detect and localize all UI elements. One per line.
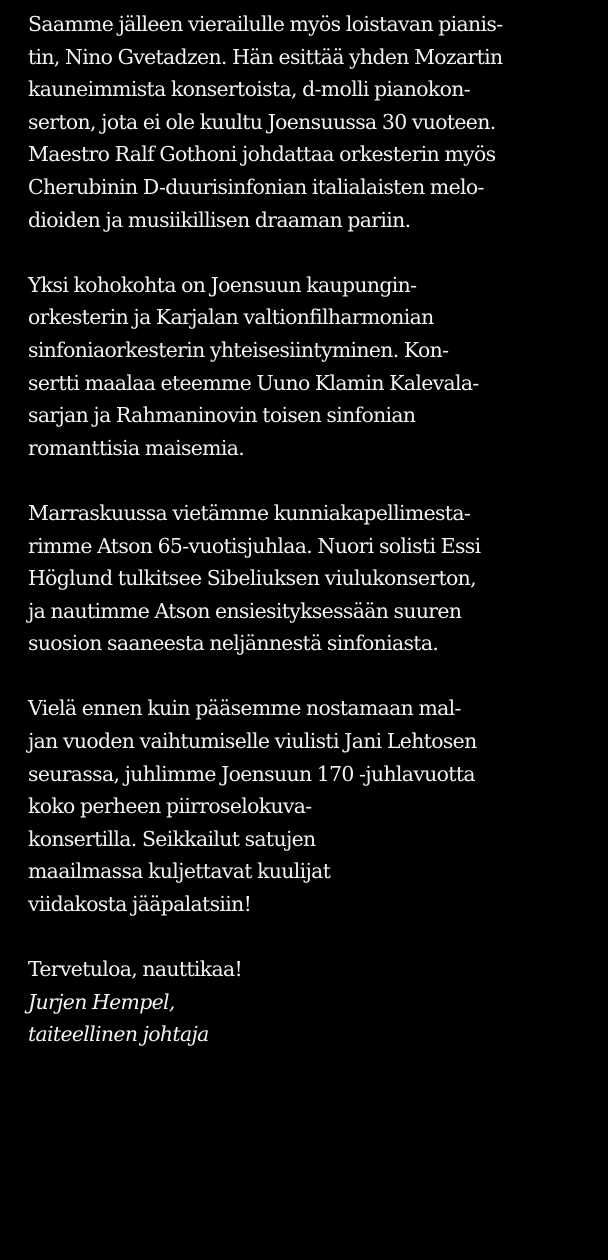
text-line: kauneimmista konsertoista, d-molli pianokon- <box>28 77 470 102</box>
closing-greeting: Tervetuloa, nauttikaa! <box>28 957 243 982</box>
paragraph-soloist <box>28 8 588 236</box>
text-line: jan vuoden vaihtumiselle viulisti Jani Lehtosen <box>28 729 477 754</box>
text-line: sarjan ja Rahmaninovin toisen sinfonian <box>28 403 416 428</box>
text-line: maailmassa kuljettavat kuulijat <box>28 859 331 884</box>
paragraph-joint-concert <box>28 269 588 465</box>
signature-block <box>28 953 588 1051</box>
paragraph-anniversary <box>28 497 588 660</box>
text-line: sinfoniaorkesterin yhteisesiintyminen. Kon- <box>28 337 449 362</box>
text-line: romanttisia maisemia. <box>28 435 245 460</box>
text-line: dioiden ja musiikillisen draaman pariin. <box>28 207 411 232</box>
text-line: Marraskuussa vietämme kunniakapellimesta- <box>28 500 471 525</box>
text-line: rimme Atson 65-vuotisjuhlaa. Nuori solisti Essi <box>28 533 481 558</box>
text-line: Maestro Ralf Gothoni johdattaa orkesterin myös <box>28 142 496 167</box>
text-line: orkesterin ja Karjalan valtionfilharmonian <box>28 305 434 330</box>
text-line: ja nautimme Atson ensiesityksessään suuren <box>28 598 462 623</box>
signatory-title: taiteellinen johtaja <box>28 1022 209 1047</box>
text-line: Yksi kohokohta on Joensuun kaupungin- <box>28 272 417 297</box>
text-line: serton, jota ei ole kuultu Joensuussa 30 vuoteen. <box>28 109 496 134</box>
text-line: viidakosta jääpalatsiin! <box>28 892 252 917</box>
text-line: koko perheen piirroselokuva- <box>28 794 312 819</box>
text-line: Vielä ennen kuin pääsemme nostamaan mal- <box>28 696 461 721</box>
text-line: sertti maalaa eteemme Uuno Klamin Kalevala- <box>28 370 479 395</box>
text-line: konsertilla. Seikkailut satujen <box>28 826 316 851</box>
text-line: tin, Nino Gvetadzen. Hän esittää yhden Mozartin <box>28 44 503 69</box>
signatory-name: Jurjen Hempel, <box>28 989 175 1014</box>
text-line: seurassa, juhlimme Joensuun 170 -juhlavuotta <box>28 761 475 786</box>
text-line: Cherubinin D-duurisinfonian italialaisten melo- <box>28 174 484 199</box>
text-line: Saamme jälleen vierailulle myös loistavan pianis- <box>28 12 503 36</box>
letter-body <box>28 8 588 1051</box>
text-line: Höglund tulkitsee Sibeliuksen viulukonserton, <box>28 566 476 591</box>
text-line: suosion saaneesta neljännestä sinfoniasta. <box>28 631 439 656</box>
paragraph-family-concert <box>28 692 588 920</box>
